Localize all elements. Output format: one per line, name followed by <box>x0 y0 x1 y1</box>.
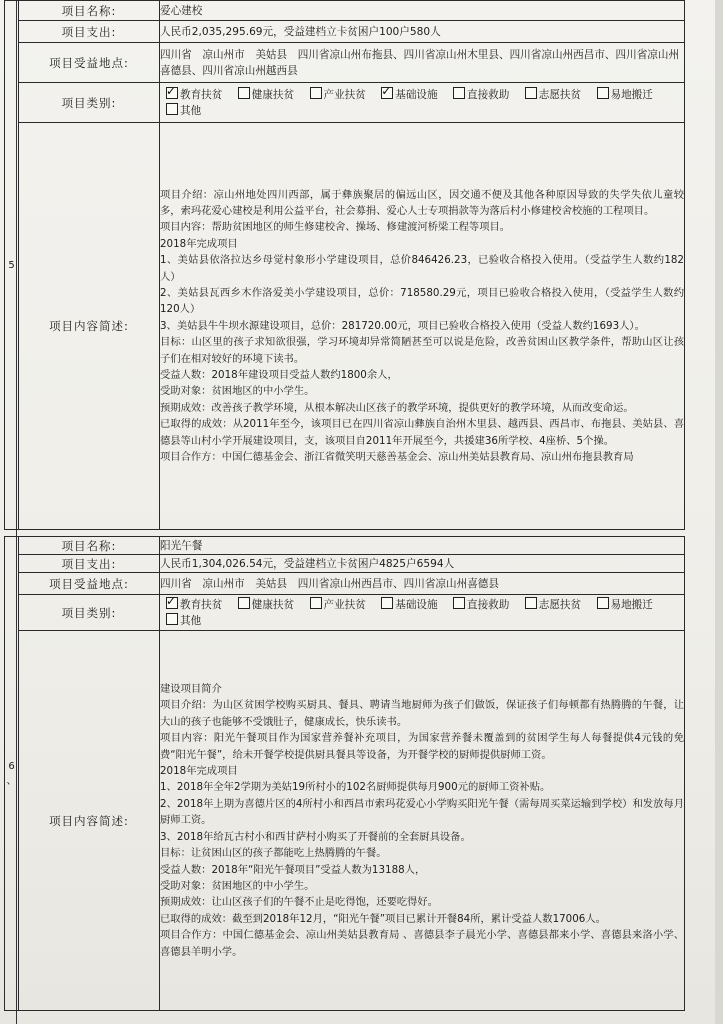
label-project-name: 项目名称: <box>19 537 160 555</box>
checkbox-icon[interactable] <box>525 87 537 99</box>
category-option[interactable]: 易地搬迁 <box>591 89 653 101</box>
label-project-location: 项目受益地点: <box>19 573 160 595</box>
checkbox-icon[interactable] <box>238 597 250 609</box>
category-option[interactable]: 基础设施 <box>375 599 437 611</box>
project-block-6 <box>4 536 685 1011</box>
category-option[interactable]: 直接救助 <box>447 89 509 101</box>
project-description <box>160 123 685 530</box>
checkbox-checked-icon[interactable] <box>166 87 178 99</box>
desc-paragraph: 2、美姑县瓦西乡木作洛爱美小学建设项目，总价：718580.29元，项目已验收合格投入使用，（受益学生人数约120人） <box>160 286 684 316</box>
desc-paragraph: 项目合作方：中国仁德基金会、凉山州美姑县教育局 、喜德县李子晨光小学、喜德县都来小学、喜德县来洛小学、喜德县羊明小学。 <box>160 929 684 958</box>
category-option[interactable]: 志愿扶贫 <box>519 599 581 611</box>
desc-paragraph: 受益人数：2018年“阳光午餐项目”受益人数为13188人， <box>160 863 426 876</box>
category-option[interactable]: 其他 <box>160 105 201 117</box>
desc-paragraph: 受益人数：2018年建设项目受益人数约1800余人， <box>160 369 398 382</box>
checkbox-icon[interactable] <box>166 103 178 115</box>
checkbox-icon[interactable] <box>525 597 537 609</box>
project-expense-value: 人民币1,304,026.54元，受益建档立卡贫困户4825户6594人 <box>160 555 685 573</box>
category-option[interactable]: ✓教育扶贫 <box>160 599 222 611</box>
checkbox-icon[interactable] <box>597 597 609 609</box>
desc-paragraph: 2018年完成项目 <box>160 765 238 778</box>
desc-paragraph: 1、2018年全年2学期为美姑19所村小的102名厨师提供每月900元的厨师工资补贴。 <box>160 781 551 794</box>
checkbox-icon[interactable] <box>310 87 322 99</box>
project-name-value: 爱心建校 <box>160 1 685 21</box>
category-option[interactable]: 志愿扶贫 <box>519 89 581 101</box>
checkbox-icon[interactable] <box>597 87 609 99</box>
checkbox-icon[interactable] <box>238 87 250 99</box>
label-project-expense: 项目支出: <box>19 555 160 573</box>
desc-paragraph: 建设项目简介 <box>160 683 222 696</box>
project-description <box>160 631 685 1011</box>
project-name-value: 阳光午餐 <box>160 537 685 555</box>
category-option[interactable]: 直接救助 <box>447 599 509 611</box>
category-option[interactable]: 其他 <box>160 615 201 627</box>
checkbox-checked-icon[interactable] <box>381 87 393 99</box>
project-block-5 <box>4 0 685 530</box>
checkbox-icon[interactable] <box>453 87 465 99</box>
category-option[interactable]: 产业扶贫 <box>304 599 366 611</box>
label-project-name: 项目名称: <box>19 1 160 21</box>
project-category-options <box>160 595 685 631</box>
label-project-category: 项目类别: <box>19 83 160 123</box>
project-location-value: 四川省 凉山州市 美姑县 四川省凉山州布拖县、四川省凉山州木里县、四川省凉山州西昌市、四川省凉山州喜德县、四川省凉山州越西县 <box>160 43 685 83</box>
project-location-value: 四川省 凉山州市 美姑县 四川省凉山州西昌市、四川省凉山州喜德县 <box>160 573 685 595</box>
checkbox-icon[interactable] <box>166 613 178 625</box>
checkbox-checked-icon[interactable] <box>166 597 178 609</box>
desc-paragraph: 2018年完成项目 <box>160 237 238 250</box>
desc-paragraph: 1、美姑县依洛拉达乡母觉村象形小学建设项目，总价846426.23，已验收合格投入使用。（受益学生人数约182人） <box>160 254 684 283</box>
desc-paragraph: 已取得的成效：截至到2018年12月，“阳光午餐”项目已累计开餐84所，累计受益人数17006人。 <box>160 912 606 925</box>
scan-edge <box>715 0 723 1024</box>
desc-paragraph: 项目内容：阳光午餐项目作为国家营养餐补充项目，为国家营养餐未覆盖到的贫困学生每人每餐提供4元钱的免费“阳光午餐”，给未开餐学校提供厨具餐具等设备，为开餐学校的厨师提供厨师工资。 <box>160 732 684 761</box>
label-project-description: 项目内容简述: <box>19 123 160 530</box>
desc-paragraph: 2、2018年上期为喜德片区的4所村小和西昌市索玛花爱心小学购买阳光午餐（需每周买菜运输到学校）和发放每月厨师工资。 <box>160 797 684 827</box>
desc-paragraph: 项目介绍：为山区贫困学校购买厨具、餐具、聘请当地厨师为孩子们做饭，保证孩子们每顿都有热腾腾的午餐，让大山的孩子也能够不受饿肚子，健康成长，快乐读书。 <box>160 699 684 728</box>
project-category-options <box>160 83 685 123</box>
desc-paragraph: 目标：山区里的孩子求知欲很强，学习环境却异常简陋甚至可以说是危险，改善贫困山区教学条件，帮助山区让孩子们在相对较好的环境下读书。 <box>160 336 684 365</box>
checkbox-icon[interactable] <box>310 597 322 609</box>
project-table <box>4 0 685 530</box>
desc-paragraph: 项目内容：帮助贫困地区的师生修建校舍、操场、修建渡河桥梁工程等项目。 <box>160 221 511 234</box>
project-table <box>4 536 685 1011</box>
desc-paragraph: 目标：让贫困山区的孩子都能吃上热腾腾的午餐。 <box>160 847 387 860</box>
checkbox-icon[interactable] <box>381 597 393 609</box>
desc-paragraph: 预期成效：让山区孩子们的午餐不止是吃得饱，还要吃得好。 <box>160 896 439 909</box>
category-option[interactable]: 健康扶贫 <box>232 89 294 101</box>
label-project-expense: 项目支出: <box>19 21 160 43</box>
project-expense-value: 人民币2,035,295.69元，受益建档立卡贫困户100户580人 <box>160 21 685 43</box>
category-option[interactable]: 健康扶贫 <box>232 599 294 611</box>
desc-paragraph: 3、美姑县牛牛坝水源建设项目，总价：281720.00元，项目已验收合格投入使用（受益人数约1693人）。 <box>160 319 645 332</box>
category-option[interactable]: ✓ 基础设施 <box>375 89 437 101</box>
desc-paragraph: 预期成效：改善孩子教学环境，从根本解决山区孩子的教学环境，提供更好的教学环境，从而改变命运。 <box>160 401 634 414</box>
label-project-location: 项目受益地点: <box>19 43 160 83</box>
desc-paragraph: 受助对象：贫困地区的中小学生。 <box>160 879 315 892</box>
label-project-description: 项目内容简述: <box>19 631 160 1011</box>
checkbox-icon[interactable] <box>453 597 465 609</box>
project-number: 5 <box>5 1 19 530</box>
category-option[interactable]: 易地搬迁 <box>591 599 653 611</box>
desc-paragraph: 项目合作方：中国仁德基金会、浙江省微笑明天慈善基金会、凉山州美姑县教育局、凉山州布拖县教育局 <box>160 451 634 464</box>
category-option[interactable]: 产业扶贫 <box>304 89 366 101</box>
project-number: 6 、 <box>5 537 19 1011</box>
desc-paragraph: 3、2018年给瓦古村小和西甘萨村小购买了开餐前的全套厨具设备。 <box>160 830 471 843</box>
desc-paragraph: 项目介绍：凉山州地处四川西部，属于彝族聚居的偏远山区，因交通不便及其他各种原因导致的失学失依儿童较多，索玛花爱心建校是利用公益平台，社会募捐、爱心人士专项捐款等为落后村小修建校舍校施的工程项目。 <box>160 188 684 217</box>
desc-paragraph: 已取得的成效：从2011年至今，该项目已在四川省凉山彝族自治州木里县、越西县、西昌市、布拖县、美姑县、喜德县等山村小学开展建设项目，支，该项目自2011年开展至今，共援建36所学校、4座桥、5个操。 <box>160 418 684 447</box>
category-option[interactable]: ✓教育扶贫 <box>160 89 222 101</box>
label-project-category: 项目类别: <box>19 595 160 631</box>
desc-paragraph: 受助对象：贫困地区的中小学生。 <box>160 385 315 398</box>
